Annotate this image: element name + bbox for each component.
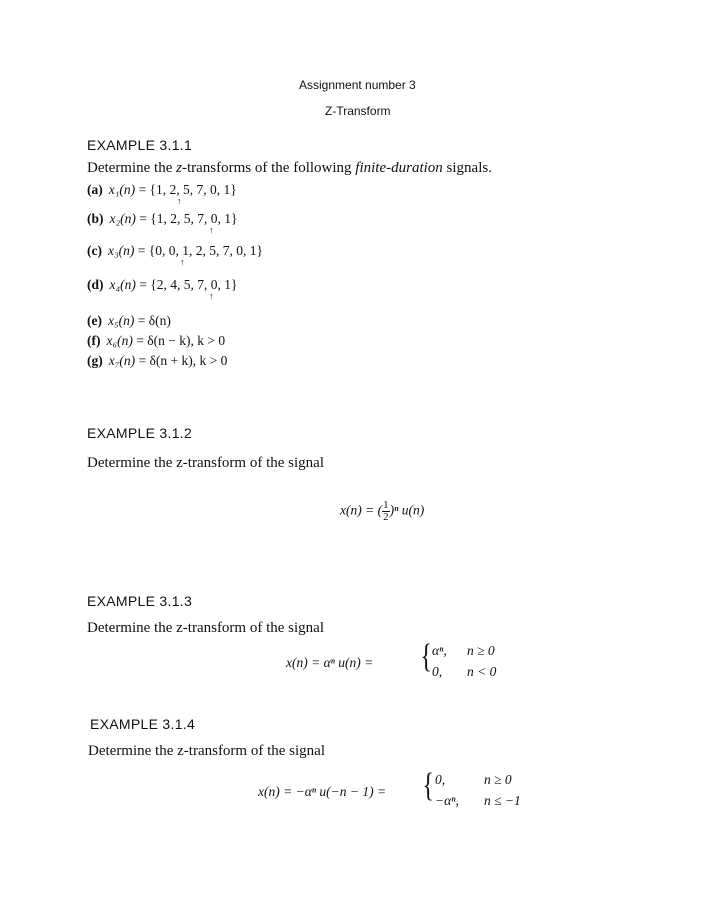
example-1-prompt: Determine the z-transforms of the following finite-duration signals. bbox=[87, 160, 492, 176]
case-value: αⁿ, bbox=[432, 643, 447, 658]
example-2-equation: x(n) = ( $\frac{1}{2}$ )ⁿ u(n) bbox=[340, 499, 425, 523]
list-item: (f) x₆(n) = δ(n − k), k > 0 bbox=[87, 333, 226, 348]
example-4-prompt: Determine the z-transform of the signal bbox=[88, 743, 325, 759]
list-item: (e) x₅(n) = δ(n) bbox=[87, 313, 171, 328]
list-item: (d) x₄(n) = {2, 4, 5, 7, 0, 1} bbox=[87, 277, 238, 292]
list-item: (b) x₂(n) = {1, 2, 5, 7, 0, 1} bbox=[87, 211, 238, 226]
example-2-title: EXAMPLE 3.1.2 bbox=[87, 425, 193, 441]
left-brace: { bbox=[420, 638, 432, 675]
example-4-equation-lhs: x(n) = −αⁿ u(−n − 1) = bbox=[258, 784, 387, 799]
list-item: (g) x₇(n) = δ(n + k), k > 0 bbox=[87, 353, 228, 368]
list-item: (c) x₃(n) = {0, 0, 1, 2, 5, 7, 0, 1} bbox=[87, 243, 263, 258]
case-value: −αⁿ, bbox=[435, 793, 459, 808]
fraction: $\frac{1}{2}$ bbox=[383, 499, 389, 523]
example-4-title: EXAMPLE 3.1.4 bbox=[90, 716, 196, 732]
example-1-title: EXAMPLE 3.1.1 bbox=[87, 137, 193, 153]
up-arrow-icon: ↑ bbox=[180, 257, 185, 267]
example-2-prompt: Determine the z-transform of the signal bbox=[87, 455, 324, 471]
case-condition: n < 0 bbox=[467, 664, 497, 679]
case-condition: n ≤ −1 bbox=[484, 793, 521, 808]
up-arrow-icon: ↑ bbox=[209, 291, 214, 301]
example-3-prompt: Determine the z-transform of the signal bbox=[87, 620, 324, 636]
list-item: (a) x₁(n) = {1, 2, 5, 7, 0, 1} bbox=[87, 182, 237, 197]
case-value: 0, bbox=[435, 772, 446, 787]
assignment-title: Assignment number 3 bbox=[299, 78, 416, 92]
up-arrow-icon: ↑ bbox=[177, 196, 182, 206]
example-3-title: EXAMPLE 3.1.3 bbox=[87, 593, 193, 609]
example-3-equation-lhs: x(n) = αⁿ u(n) = bbox=[286, 655, 374, 670]
case-value: 0, bbox=[432, 664, 443, 679]
up-arrow-icon: ↑ bbox=[209, 225, 214, 235]
left-brace: { bbox=[422, 767, 434, 804]
case-condition: n ≥ 0 bbox=[467, 643, 495, 658]
assignment-subtitle: Z-Transform bbox=[325, 104, 391, 118]
case-condition: n ≥ 0 bbox=[484, 772, 512, 787]
